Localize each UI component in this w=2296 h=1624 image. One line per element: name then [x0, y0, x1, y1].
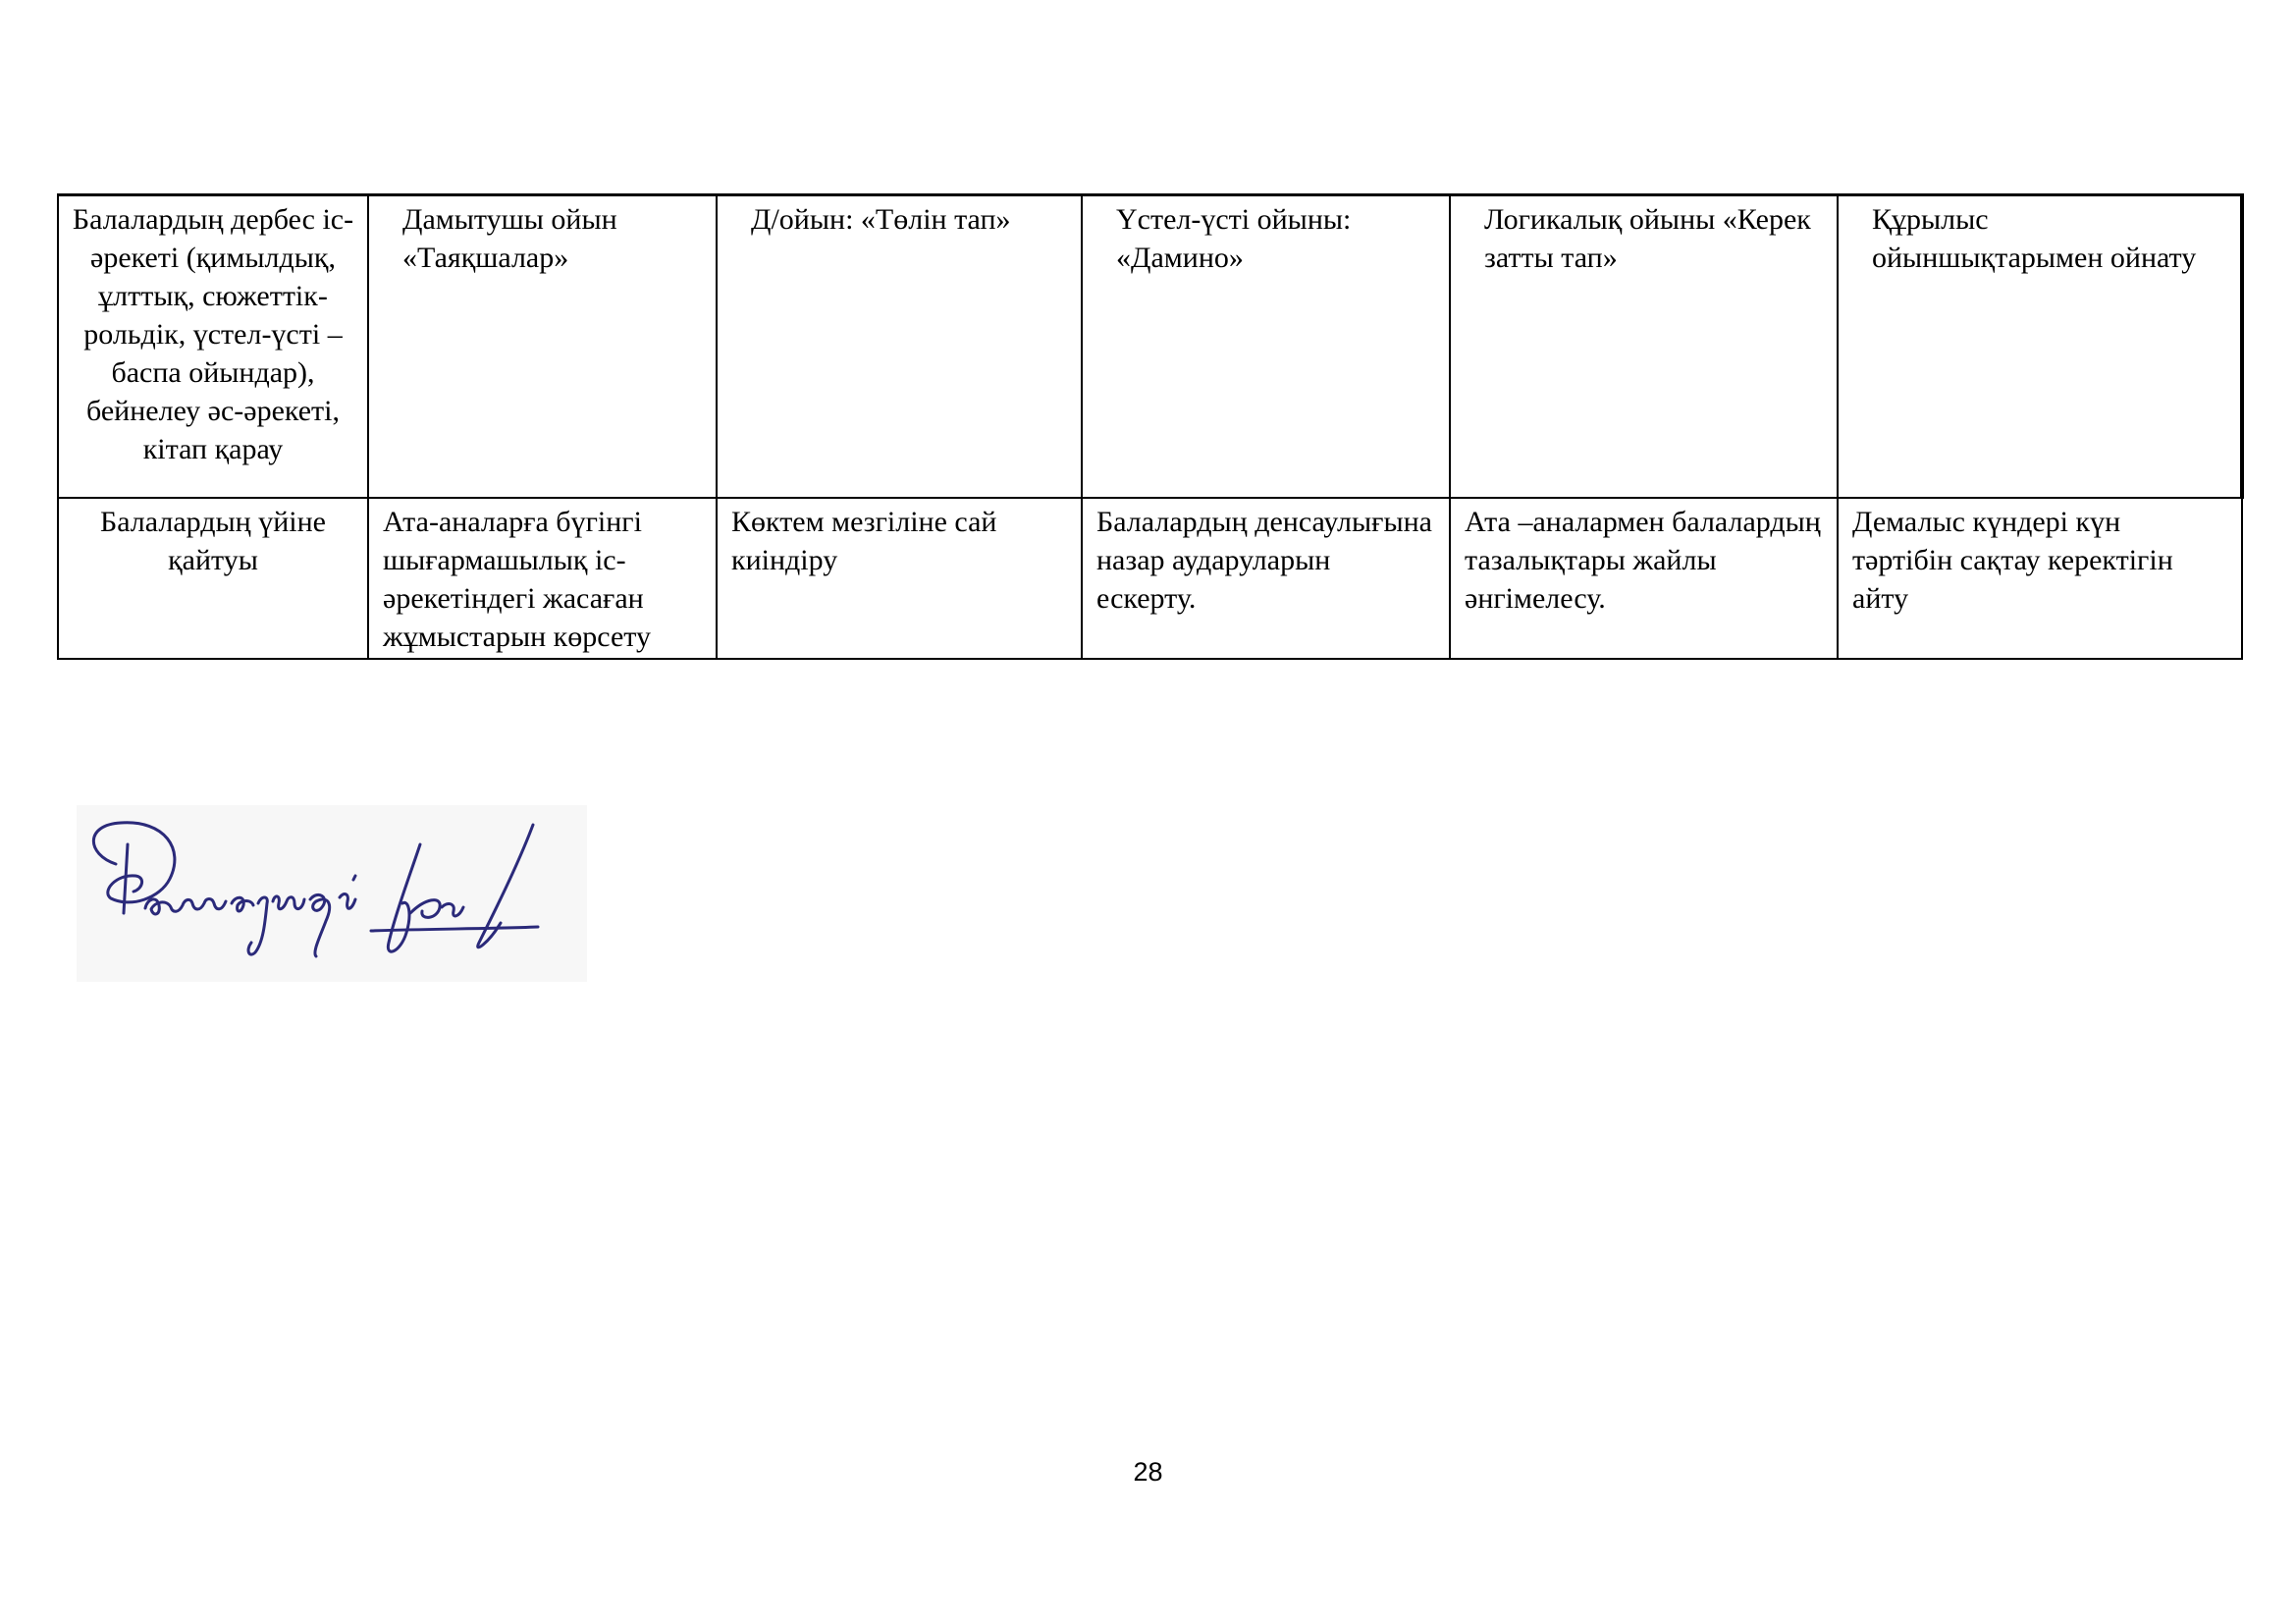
table-cell: Үстел-үсті ойыны: «Дамино»	[1082, 195, 1450, 499]
table-cell: Балалардың денсаулығына назар аударуларын ескерту.	[1082, 498, 1450, 659]
table-cell: Демалыс күндері күн тәртібін сақтау керектігін айту	[1838, 498, 2242, 659]
table-cell: Дамытушы ойын «Таяқшалар»	[368, 195, 717, 499]
table-cell: Құрылыс ойыншықтарымен ойнату	[1838, 195, 2242, 499]
signature-background	[77, 805, 587, 982]
table-cell: Ата –аналармен балалардың тазалықтары жайлы әнгімелесу.	[1450, 498, 1838, 659]
row-header-cell: Балалардың үйіне қайтуы	[58, 498, 368, 659]
table-row	[58, 498, 2242, 659]
table-row	[58, 195, 2242, 499]
table-cell: Д/ойын: «Төлін тап»	[717, 195, 1082, 499]
page-number: 28	[1133, 1457, 1163, 1487]
table-cell: Ата-аналарға бүгінгі шығармашылық іс-әрекетіндегі жасаған жұмыстарын көрсету	[368, 498, 717, 659]
row-header-cell: Балалардың дербес іс-әрекеті (қимылдық, ұлттық, сюжеттік-рольдік, үстел-үсті –баспа ойындар), бейнелеу әс-әрекеті, кітап қарау	[58, 195, 368, 499]
handwritten-signature	[77, 805, 587, 982]
table-cell: Логикалық ойыны «Керек затты тап»	[1450, 195, 1838, 499]
daily-plan-table	[57, 193, 2244, 660]
table-cell: Көктем мезгіліне сай киіндіру	[717, 498, 1082, 659]
